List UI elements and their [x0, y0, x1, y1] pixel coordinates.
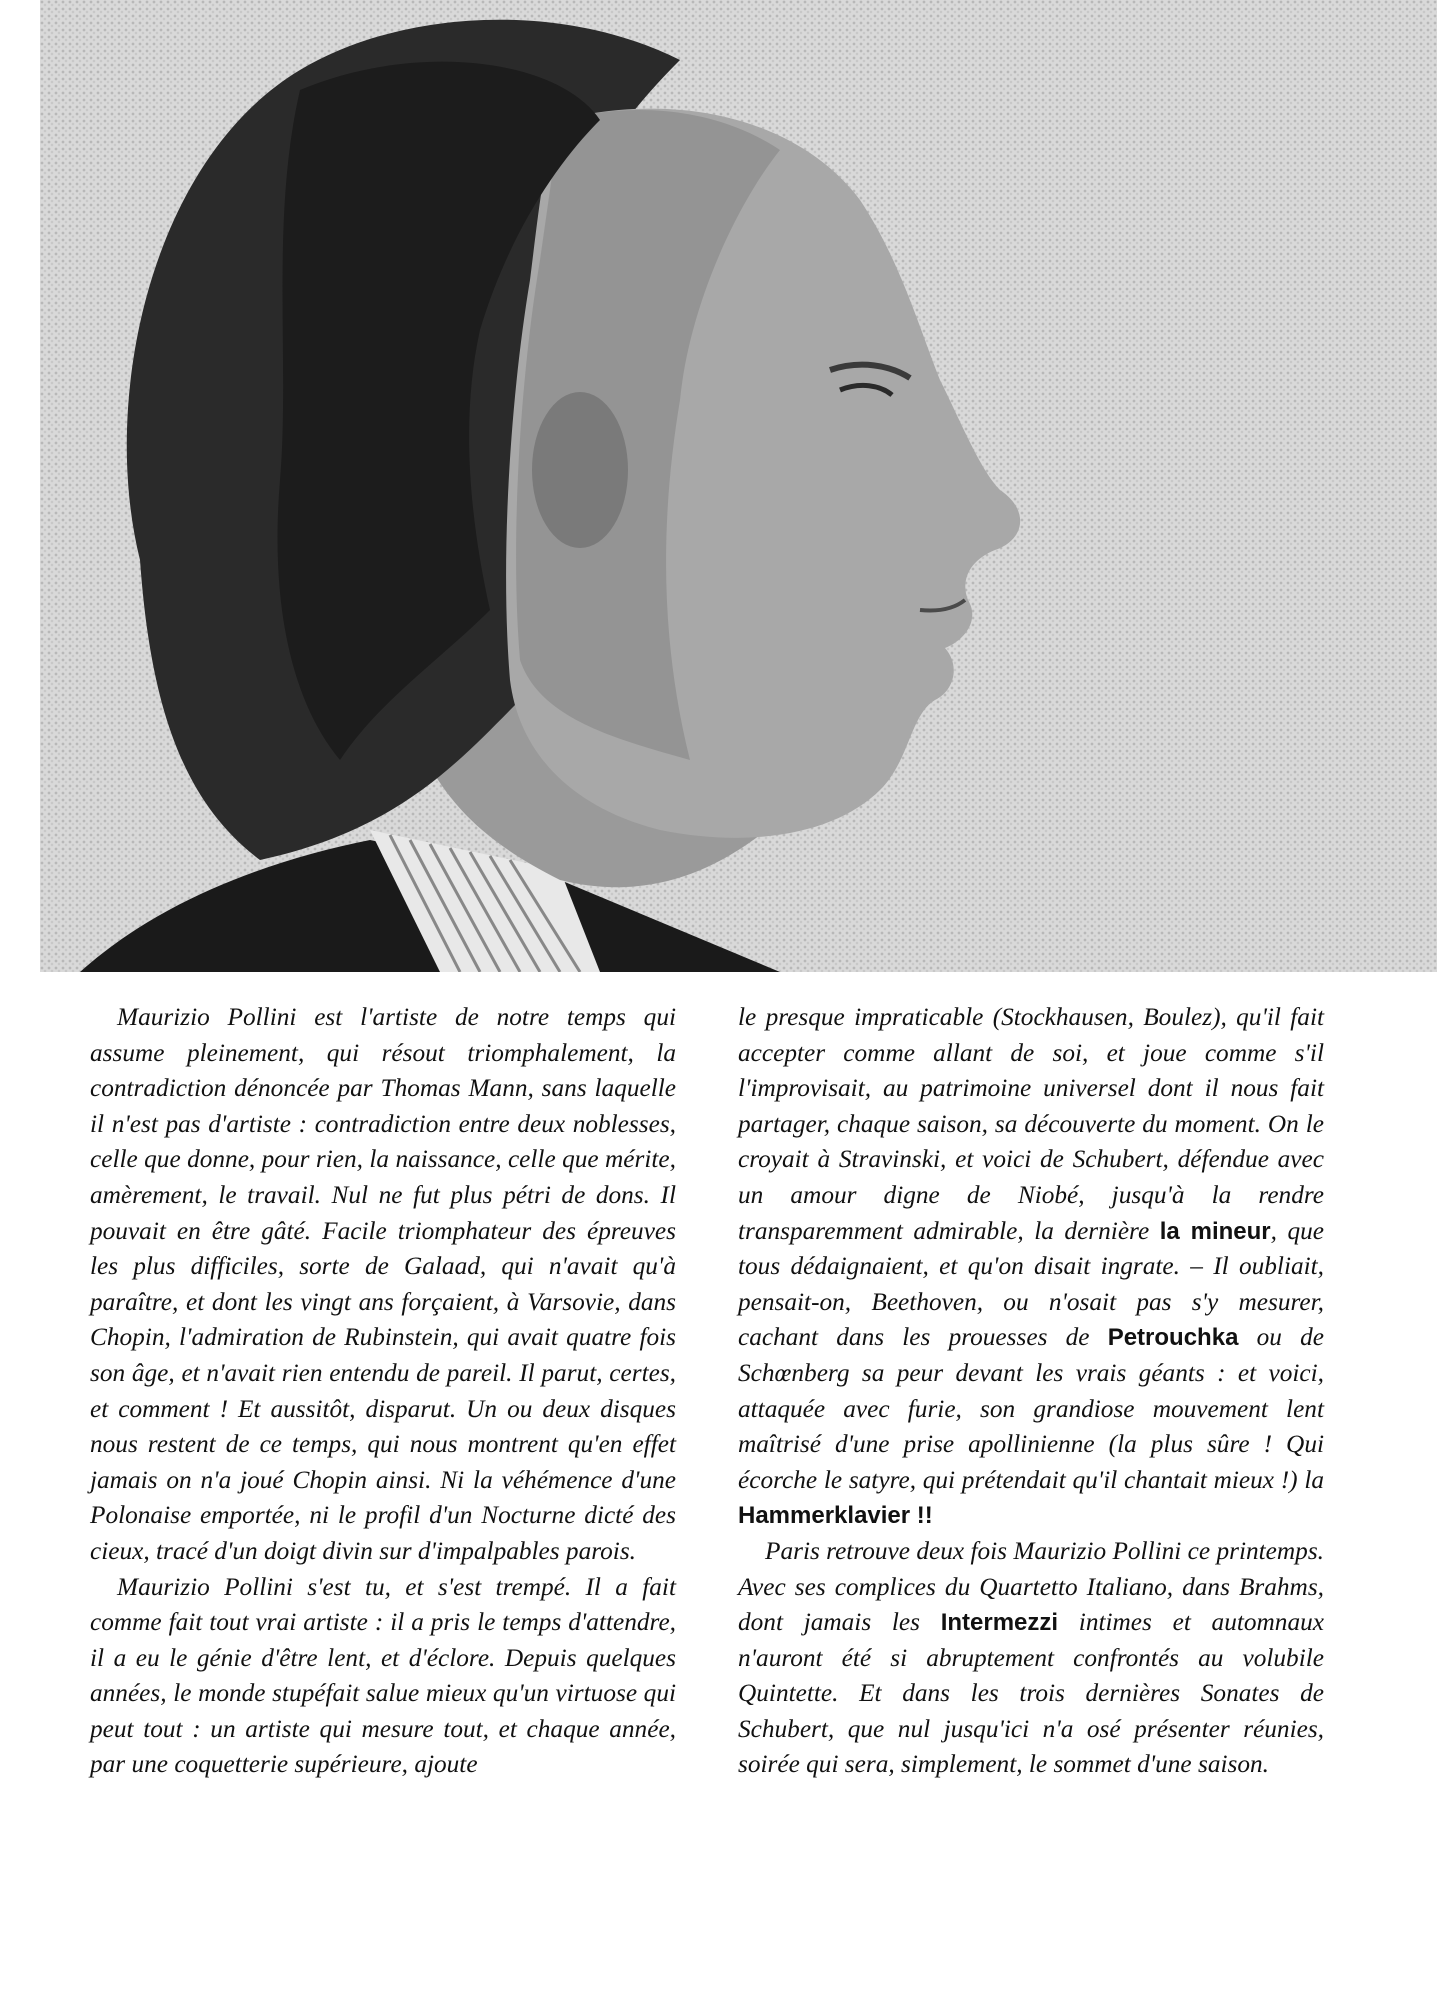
left-column [90, 1000, 676, 1783]
paragraph-2-text: Maurizio Pollini s'est tu, et s'est trempé. Il a fait comme fait tout vrai artiste : il a pris le temps d'attendre, il a eu le génie d'être lent, et d'éclore. Depuis quelques années, le monde stupéfait salue mieux qu'un virtuose qui peut tout : un artiste qui mesure tout, et chaque année, par une coquetterie supérieure, ajoute [90, 1572, 676, 1779]
paragraph-1-text: Maurizio Pollini est l'artiste de notre temps qui assume pleinement, qui résout triomphalement, la contradiction dénoncée par Thomas Mann, sans laquelle il n'est pas d'artiste : contradiction entre deux noblesses, celle que donne, pour rien, la naissance, celle que mérite, amèrement, le travail. Nul ne fut plus pétri de dons. Il pouvait en être gâté. Facile triomphateur des épreuves les plus difficiles, sorte de Galaad, qui n'avait qu'à paraître, et dont les vingt ans forçaient, à Varsovie, dans Chopin, l'admiration de Rubinstein, qui avait quatre fois son âge, et n'avait rien entendu de pareil. Il parut, certes, et comment ! Et aussitôt, disparut. Un ou deux disques nous restent de ce temps, qui nous montrent qu'en effet jamais on n'a joué Chopin ainsi. Ni la véhémence d'une Polonaise emportée, ni le profil d'un Nocturne dicté des cieux, tracé d'un doigt divin sur d'impalpables parois. [90, 1003, 676, 1565]
paragraph-2-continued-text-a: le presque impraticable (Stockhausen, Boulez), qu'il fait accepter comme allant de soi, et joue comme s'il l'improvisait, au patrimoine universel dont il nous fait partager, chaque saison, sa découverte du moment. On le croyait à Stravinski, et voici de Schubert, défendue avec un amour digne de Niobé, jusqu'à la rendre transparemment admirable, la dernière [738, 1003, 1324, 1245]
portrait-photo [40, 0, 1437, 972]
article-body [90, 1000, 1340, 1940]
paragraph-2-continued-text-b: , que tous dédaignaient, et qu'on disait ingrate. – Il oubliait, pensait-on, Beethoven, ou n'osait pas s'y mesurer, cachant dans les prouesses de [738, 1216, 1325, 1352]
work-title-petrouchka: Petrouchka [1107, 1324, 1239, 1352]
paragraph-2-continued-text-c: ou de Schœnberg sa peur devant les vrais géants : et voici, attaquée avec furie, son grandiose mouvement lent maîtrisé d'une prise apollinienne (la plus sûre ! Qui écorche le satyre, qui prétendait qu'il chantait mieux !) la [738, 1323, 1324, 1494]
paragraph-3 [738, 1534, 1324, 1783]
portrait-illustration [40, 0, 1437, 972]
work-title-intermezzi: Intermezzi [940, 1609, 1059, 1637]
work-title-hammerklavier: Hammerklavier !! [738, 1502, 933, 1530]
paragraph-2-continued [738, 1000, 1324, 1534]
paragraph-3-text-a: Paris retrouve deux fois Maurizio Pollini ce printemps. Avec ses complices du Quartetto Italiano, dans Brahms, dont jamais les [738, 1536, 1324, 1637]
paragraph-2 [90, 1570, 676, 1784]
paragraph-3-text-b: intimes et automnaux n'auront été si abruptement confrontés au volubile Quintette. Et dans les trois dernières Sonates de Schubert, que nul jusqu'ici n'a osé présenter réunies, soirée qui sera, simplement, le sommet d'une saison. [738, 1608, 1324, 1779]
right-column [738, 1000, 1324, 1783]
paragraph-1 [90, 1000, 676, 1570]
work-title-la-mineur: la mineur [1159, 1217, 1271, 1245]
